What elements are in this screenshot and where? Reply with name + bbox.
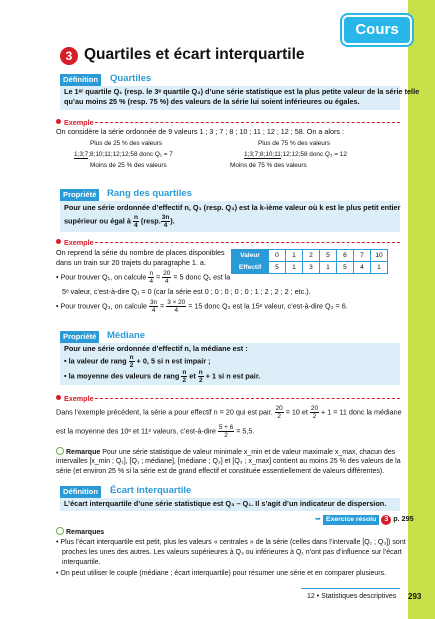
example2-bullet2-b: = 15 donc Q₃ est la 15ᵉ valeur, c’est-à-dire Q₃ = 6. <box>188 301 348 311</box>
remark-title: Remarque <box>66 449 101 456</box>
table-cell: 5 <box>320 250 337 262</box>
fraction-denominator: 2 <box>182 377 187 384</box>
example1-right-series <box>244 151 347 160</box>
remark-1-line2: intervalles [x_min ; Q₁], [Q₁ ; médiane], [médiane ; Q₃] et [Q₃ ; x_max] contient au moins 25 % des valeurs de la <box>56 458 401 465</box>
definition-badge: Définition <box>60 74 101 86</box>
example3-line1-b: = 10 et <box>285 407 308 417</box>
fraction-numerator: n <box>133 214 138 221</box>
example1-left-bottom-note: Moins de 25 % des valeurs <box>90 162 167 169</box>
table-cell: 7 <box>354 250 371 262</box>
remarks-b1-line2: proches les unes des autres. Les valeurs supérieures à Q₃ ou inférieures à Q₁ n’ont pas d’influence sur l’écart <box>62 549 402 556</box>
fraction <box>162 270 171 285</box>
fraction-3n-over-4 <box>161 214 170 229</box>
property-badge-mediane: Propriété <box>60 331 99 343</box>
arrow-icon: ➥ <box>315 514 322 523</box>
remarks-title: Remarques <box>66 529 105 536</box>
property-title-mediane: Médiane <box>107 330 146 341</box>
table-cell: 2 <box>303 250 320 262</box>
example2-bullet1-b: = 5 donc Q₁ est la <box>173 272 231 282</box>
fraction <box>275 405 284 420</box>
cours-tab-label: Cours <box>355 21 399 38</box>
fraction-denominator: 2 <box>312 413 317 420</box>
remarks-b1-line3: interquartile. <box>62 559 101 566</box>
exercise-reference[interactable] <box>315 514 414 525</box>
property-rang-line2-a: supérieur ou égal à <box>64 216 131 226</box>
table-cell: 1 <box>286 250 303 262</box>
table-cell: 5 <box>337 262 354 274</box>
fraction-numerator: n <box>149 270 153 277</box>
fraction-denominator: 2 <box>198 377 203 384</box>
table-cell: 1 <box>371 262 388 274</box>
fraction <box>166 299 186 314</box>
table-cell: 1 <box>320 262 337 274</box>
definition-text-line1: Le 1ᵉʳ quartile Q₁ (resp. le 3ᵉ quartile Q₃) d’une série statistique est la plus petite valeur de la série telle <box>64 87 420 96</box>
fraction-numerator: 20 <box>163 270 171 277</box>
remark-1-line3: série (et environ 25 % si la série est de grand effectif et constituée essentiellement de valeurs différentes). <box>56 468 385 475</box>
example2-line2: dans un train sur 20 trajets du paragraphe 1. a. <box>56 258 206 267</box>
example1-right-series-rest: ;12;12;58 donc Q₃ = 12 <box>280 151 347 158</box>
fraction-numerator: 3n <box>161 214 170 221</box>
fraction-numerator: 20 <box>310 405 319 412</box>
definition-text-line2: qu’au moins 25 % (resp. 75 %) des valeurs de la série lui soient inférieures ou égales. <box>64 97 360 106</box>
fraction <box>310 405 319 420</box>
table-cell: 5 <box>269 262 286 274</box>
fraction <box>148 270 154 285</box>
fraction <box>218 424 234 439</box>
table-cell: 10 <box>371 250 388 262</box>
fraction-numerator: n <box>129 354 134 361</box>
cours-tab <box>344 17 410 43</box>
example-divider-1 <box>95 122 400 123</box>
fraction-denominator: 4 <box>134 222 138 229</box>
example2-bullet2 <box>56 299 348 314</box>
table-row <box>232 262 388 274</box>
remarks-b1-line1: • Plus l’écart interquartile est petit, plus les valeurs « centrales » de la série (celles dans l’intervalle [Q₁ ; Q₃]) sont <box>56 539 406 546</box>
example3-line1 <box>56 405 402 420</box>
example1-left-series-rest: ;8;10;11;12;12;58 donc Q₁ = 7 <box>88 151 173 158</box>
property-mediane-bullet2-mid: et <box>189 371 196 381</box>
table-cell: 3 <box>303 262 320 274</box>
property-badge-rang: Propriété <box>60 189 99 201</box>
fraction-denominator: 4 <box>174 307 178 314</box>
property-mediane-bullet2-b: + 1 si n est pair. <box>205 371 261 381</box>
example2-line1: On reprend la série du nombre de places disponibles <box>56 248 225 257</box>
remark-1-text1: Pour une série statistique de valeur minimale x_min et de valeur maximale x_max, chacun des <box>102 449 396 456</box>
fraction-denominator: 4 <box>163 222 168 229</box>
equals-sign: = <box>160 301 165 311</box>
property-mediane-bullet1-b: + 0, 5 si n est impair ; <box>136 356 211 366</box>
example2-bullet1-line1 <box>56 270 230 285</box>
fraction <box>149 299 158 314</box>
exercise-number-badge: 3 <box>381 515 391 525</box>
footer-chapter: 12 • Statistiques descriptives <box>307 593 397 600</box>
example-divider-3 <box>95 398 400 399</box>
fraction <box>129 354 135 369</box>
example3-line1-c: + 1 = 11 donc la médiane <box>321 407 402 417</box>
example1-left-top-note: Plus de 25 % des valeurs <box>90 140 163 147</box>
fraction-numerator: n <box>198 369 203 376</box>
example3-line2-b: = 5,5. <box>236 426 255 436</box>
property-mediane-bullet2-a: • la moyenne des valeurs de rang <box>64 371 180 381</box>
example2-bullet1-line2: 5ᵉ valeur, c’est-à-dire Q₁ = 0 (car la série est 0 ; 0 ; 0 ; 0 ; 0 ; 1 ; 2 ; 2 ; 2 ; etc.). <box>62 287 311 296</box>
example-label-3: Exemple <box>56 394 94 403</box>
definition-badge-ecart: Définition <box>60 486 101 498</box>
remarks-title-row <box>56 527 104 538</box>
table-cell: 4 <box>354 262 371 274</box>
fraction-numerator: n <box>182 369 187 376</box>
property-rang-line2 <box>64 214 175 229</box>
example1-right-top-note: Plus de 75 % des valeurs <box>258 140 331 147</box>
equals-sign: = <box>156 272 161 282</box>
fraction-numerator: 20 <box>275 405 283 412</box>
example3-line2 <box>56 424 254 439</box>
fraction-numerator: 3 × 20 <box>167 299 186 306</box>
fraction-denominator: 4 <box>149 278 153 285</box>
property-mediane-line1: Pour une série ordonnée d’effectif n, la médiane est : <box>64 344 248 353</box>
definition-ecart-line1: L’écart interquartile d’une série statistique est Q₃ – Q₁. Il s’agit d’un indicateur de dispersion. <box>64 499 387 508</box>
property-rang-line2-b: (resp. <box>140 216 161 226</box>
example2-bullet1-a: • Pour trouver Q₁, on calcule <box>56 272 147 282</box>
property-mediane-bullet2 <box>64 369 260 384</box>
footer-divider <box>301 588 400 589</box>
remarks-b2-line1: • On peut utiliser le couple (médiane ; écart interquartile) pour résumer une série et en comparer plusieurs. <box>56 570 387 577</box>
example-label-2: Exemple <box>56 238 94 247</box>
fraction-n-over-4 <box>133 214 139 229</box>
section-title: Quartiles et écart interquartile <box>84 46 305 63</box>
fraction-numerator: 5 + 6 <box>218 424 234 431</box>
page-number: 293 <box>408 592 422 601</box>
example1-right-series-marked: 1;3;7;8;10;11 <box>244 151 281 158</box>
remark-circle-icon <box>56 447 64 455</box>
fraction <box>181 369 187 384</box>
table-cell: 1 <box>286 262 303 274</box>
example3-line1-a: Dans l’exemple précédent, la série a pour effectif n = 20 qui est pair. <box>56 407 273 417</box>
example2-bullet2-a: • Pour trouver Q₃, on calcule <box>56 301 147 311</box>
table-cell: 6 <box>337 250 354 262</box>
fraction-denominator: 2 <box>224 432 228 439</box>
example-label-1: Exemple <box>56 118 94 127</box>
example1-right-bottom-note: Moins de 75 % des valeurs <box>230 162 307 169</box>
exercise-page-ref: p. 295 <box>393 514 414 523</box>
table-header-valeur: Valeur <box>232 250 269 262</box>
section-number: 3 <box>60 47 78 65</box>
property-rang-line2-c: ). <box>170 216 175 226</box>
table-header-effectif: Effectif <box>232 262 269 274</box>
fraction-denominator: 2 <box>277 413 281 420</box>
example1-left-series-marked: 1;3;7 <box>74 151 89 158</box>
definition-title-quartiles: Quartiles <box>110 73 152 84</box>
property-title-rang: Rang des quartiles <box>107 188 192 199</box>
definition-title-ecart: Écart interquartile <box>110 485 192 496</box>
frequency-table <box>231 249 388 274</box>
property-rang-line1: Pour une série ordonnée d’effectif n, Q₁ (resp. Q₃) est la k-ième valeur où k est le plus petit entier <box>64 203 401 212</box>
example3-line2-a: est la moyenne des 10ᵉ et 11ᵉ valeurs, c’est-à-dire <box>56 426 216 436</box>
example1-left-series <box>74 151 173 160</box>
table-cell: 0 <box>269 250 286 262</box>
fraction-denominator: 4 <box>151 307 156 314</box>
example-divider-2 <box>95 242 400 243</box>
remark-circle-icon <box>56 527 64 535</box>
fraction-denominator: 4 <box>164 278 169 285</box>
fraction-denominator: 2 <box>129 362 134 369</box>
fraction <box>198 369 204 384</box>
property-mediane-bullet1 <box>64 354 211 369</box>
table-row <box>232 250 388 262</box>
exercise-resolved-label[interactable]: Exercice résolu <box>323 515 379 525</box>
property-mediane-bullet1-a: • la valeur de rang <box>64 356 127 366</box>
example1-intro: On considère la série ordonnée de 9 valeurs 1 ; 3 ; 7 ; 8 ; 10 ; 11 ; 12 ; 12 ; 58. On a alors : <box>56 127 344 136</box>
fraction-numerator: 3n <box>149 299 158 306</box>
